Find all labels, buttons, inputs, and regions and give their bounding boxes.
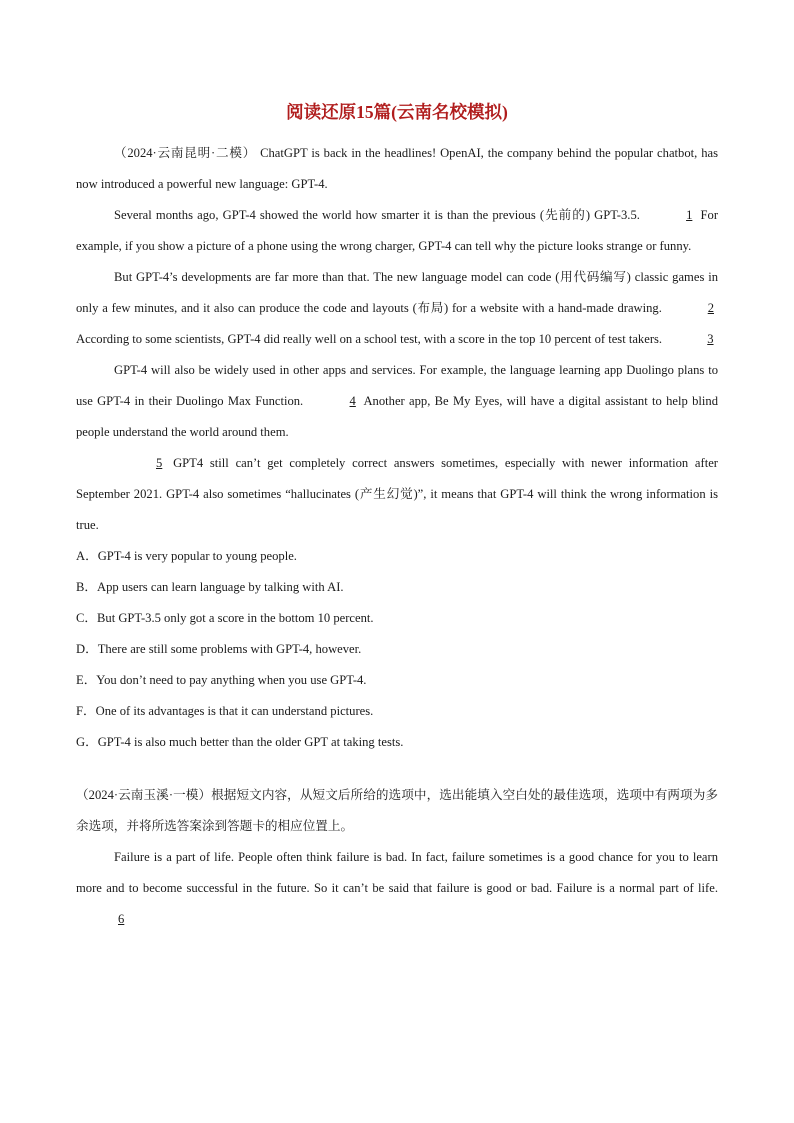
option-c: C．But GPT-3.5 only got a score in the bottom 10 percent. [76, 611, 374, 625]
passage1-paragraph-1 [76, 138, 718, 200]
passage1-source: （2024·云南昆明·二模） [114, 146, 257, 160]
passage1-paragraph-2 [76, 200, 718, 262]
blank-2: 2 [707, 301, 714, 315]
blank-6: 6 [118, 912, 125, 926]
passage1-p4a-text: GPT-4 will also be widely used in other apps and services. For example, the language learning app Duolingo plans to use GPT-4 in their Duolingo Max Function. [76, 363, 718, 408]
blank-4: 4 [349, 394, 356, 408]
section-gap [76, 758, 718, 780]
page-title: 阅读还原15篇(云南名校模拟) [286, 102, 508, 122]
blank-3: 3 [707, 332, 714, 346]
option-b: B．App users can learn language by talking with AI. [76, 580, 344, 594]
option-f: F．One of its advantages is that it can understand pictures. [76, 704, 374, 718]
options-list [76, 541, 718, 758]
passage1-paragraph-4 [76, 355, 718, 448]
passage1-p3b-text: According to some scientists, GPT-4 did really well on a school test, with a score in the top 10 percent of test takers. [76, 332, 663, 346]
option-a: A．GPT-4 is very popular to young people. [76, 549, 297, 563]
passage1-p4b-text: Another app, Be My Eyes, will have a digital assistant to help blind people understand the world around them. [76, 394, 718, 439]
passage1-p5-text: GPT4 still can’t get completely correct answers sometimes, especially with newer information after September 2021. GPT-4 also sometimes “hallucinates (产生幻觉)”, it means that GPT-4 will think the wrong information is true. [76, 456, 718, 532]
blank-5: 5 [156, 456, 163, 470]
option-g: G．GPT-4 is also much better than the older GPT at taking tests. [76, 735, 404, 749]
option-e: E．You don’t need to pay anything when you use GPT-4. [76, 673, 367, 687]
document-page [76, 100, 718, 935]
option-d: D．There are still some problems with GPT-4, however. [76, 642, 362, 656]
passage2-intro: （2024·云南玉溪·一模）根据短文内容，从短文后所给的选项中，选出能填入空白处的最佳选项，选项中有两项为多余选项，并将所选答案涂到答题卡的相应位置上。 [76, 788, 718, 833]
blank-1: 1 [686, 208, 693, 222]
passage2-p1-text: Failure is a part of life. People often think failure is bad. In fact, failure sometimes is a good chance for you to learn more and to become successful in the future. So it can’t be said that failure is good or bad. Failure is a normal part of life. [76, 850, 718, 895]
passage1-p1-text: ChatGPT is back in the headlines! OpenAI, the company behind the popular chatbot, has now introduced a powerful new language: GPT-4. [76, 146, 718, 191]
passage2-paragraph-1 [76, 842, 718, 935]
passage1-p3a-text: But GPT-4’s developments are far more than that. The new language model can code (用代码编写) classic games in only a few minutes, and it also can produce the code and layouts (布局) for a website with a hand-made drawing. [76, 270, 718, 315]
passage1-paragraph-3 [76, 262, 718, 355]
passage1-paragraph-5 [76, 448, 718, 541]
passage1-p2a-text: Several months ago, GPT-4 showed the world how smarter it is than the previous (先前的) GPT-3.5. [114, 208, 640, 222]
passage1-p2b-text: For example, if you show a picture of a phone using the wrong charger, GPT-4 can tell why the picture looks strange or funny. [76, 208, 719, 253]
